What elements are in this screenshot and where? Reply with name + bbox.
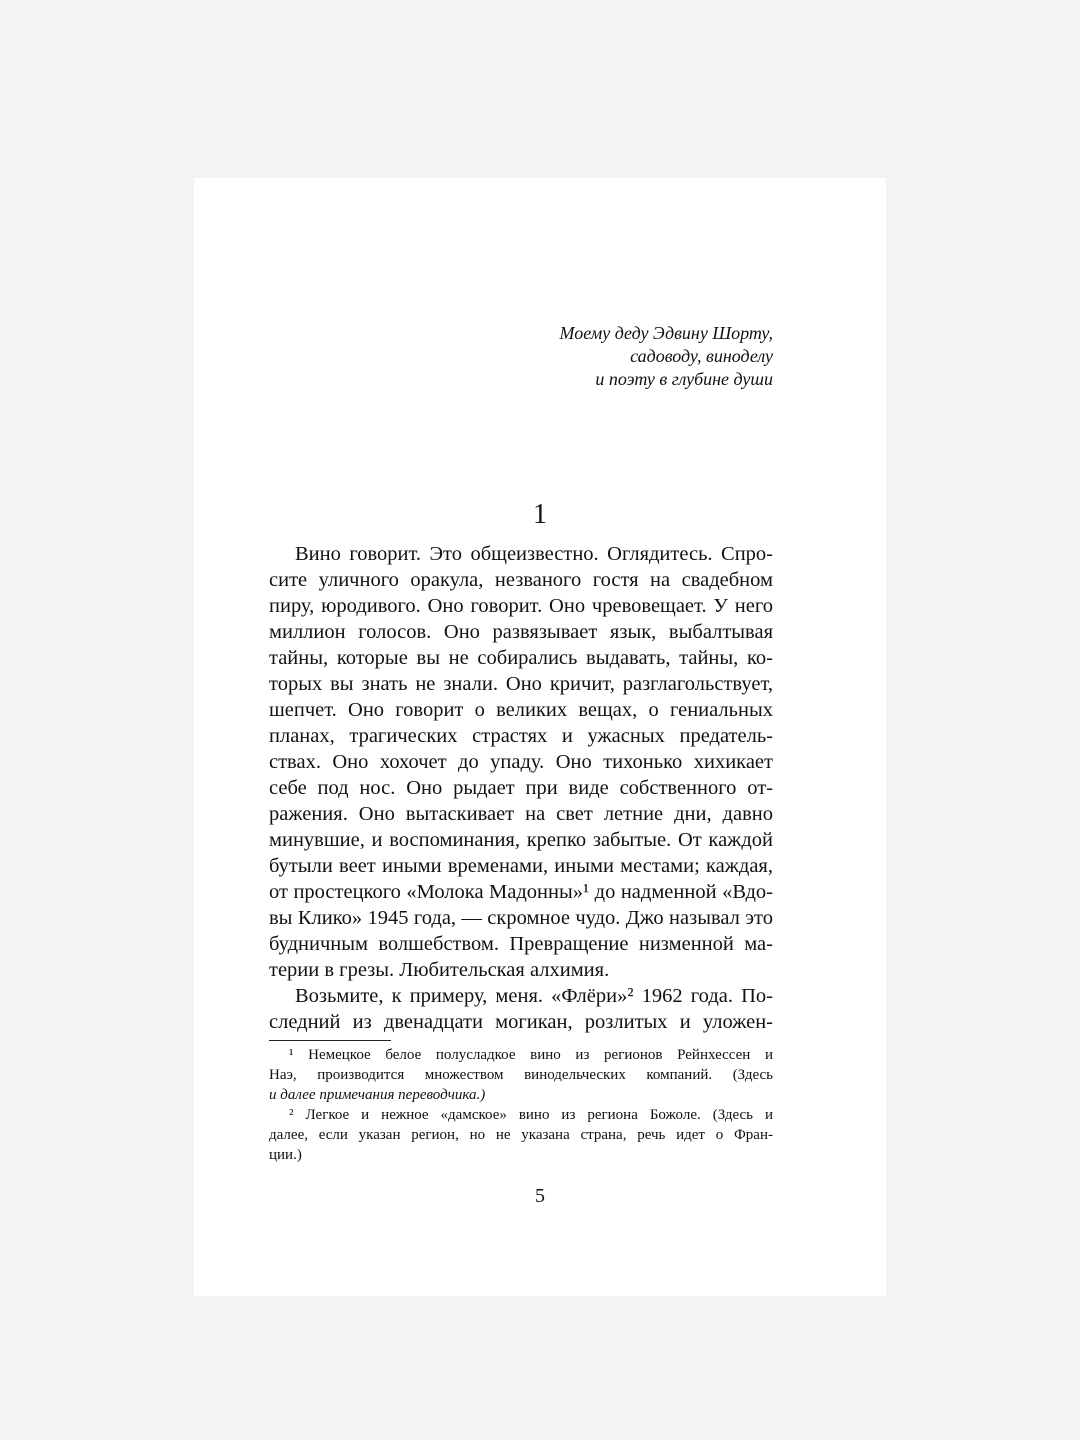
body-line: ражения. Оно вытаскивает на свет летние дни, давно <box>269 803 773 825</box>
body-line: вы Клико» 1945 года, — скромное чудо. Джо называл это <box>269 907 773 929</box>
footnotes <box>269 1045 773 1165</box>
body-line: торых вы знать не знали. Оно кричит, разглагольствует, <box>269 673 773 695</box>
footnote-line: ции.) <box>269 1147 302 1163</box>
body-line: ствах. Оно хохочет до упаду. Оно тихонько хихикает <box>269 751 773 773</box>
body-line: будничным волшебством. Превращение низменной ма- <box>269 933 773 955</box>
chapter-number: 1 <box>533 499 547 530</box>
body-line: планах, трагических страстях и ужасных предатель- <box>269 725 773 747</box>
book-page <box>194 178 886 1296</box>
body-line: Вино говорит. Это общеизвестно. Оглядитесь. Спро- <box>295 543 773 565</box>
body-line: миллион голосов. Оно развязывает язык, выбалтывая <box>269 621 773 643</box>
footnote-line: ¹ Немецкое белое полусладкое вино из регионов Рейнхессен и <box>289 1047 773 1063</box>
body-line: Возьмите, к примеру, меня. «Флёри»² 1962 года. По- <box>295 985 773 1007</box>
body-line: от простецкого «Молока Мадонны»¹ до надменной «Вдо- <box>269 881 773 903</box>
body-line: минувшие, и воспоминания, крепко забытые. От каждой <box>269 829 773 851</box>
body-line: следний из двенадцати могикан, розлитых и уложен- <box>269 1011 773 1033</box>
footnote-divider <box>269 1040 391 1041</box>
body-line: тайны, которые вы не собирались выдавать, тайны, ко- <box>269 647 773 669</box>
body-line: бутыли веет иными временами, иными местами; каждая, <box>269 855 773 877</box>
footnote-line: ² Легкое и нежное «дамское» вино из региона Божоле. (Здесь и <box>289 1107 773 1123</box>
dedication-line: садоводу, виноделу <box>630 346 773 366</box>
dedication <box>559 322 773 391</box>
body-line: пиру, юродивого. Оно говорит. Оно чревовещает. У него <box>269 595 773 617</box>
body-line: себе под нос. Оно рыдает при виде собственного от- <box>269 777 773 799</box>
dedication-line: Моему деду Эдвину Шорту, <box>559 323 773 343</box>
body-line: сите уличного оракула, незваного гостя на свадебном <box>269 569 773 591</box>
body-line: шепчет. Оно говорит о великих вещах, о гениальных <box>269 699 773 721</box>
dedication-line: и поэту в глубине души <box>595 369 773 389</box>
chapter-body <box>269 541 773 1035</box>
body-line: терии в грезы. Любительская алхимия. <box>269 959 610 981</box>
footnote-line: Наэ, производится множеством винодельческих компаний. (Здесь <box>269 1067 773 1083</box>
footnote-line: далее, если указан регион, но не указана страна, речь идет о Фран- <box>269 1127 773 1143</box>
footnote-line: и далее примечания переводчика.) <box>269 1087 486 1103</box>
page-number: 5 <box>535 1185 545 1207</box>
